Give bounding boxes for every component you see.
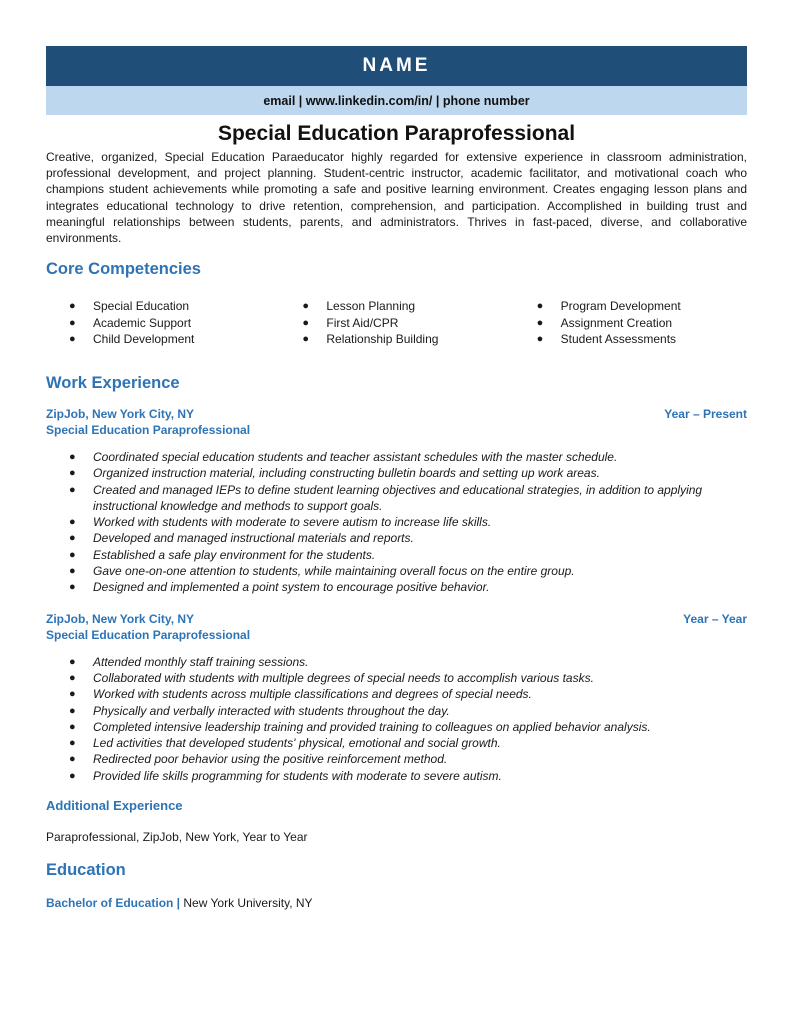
job-duties [46, 449, 747, 596]
job-company: ZipJob, New York City, NY [46, 407, 195, 421]
bullet-dot-icon: ● [69, 467, 76, 480]
job-header [46, 611, 747, 627]
job-role: Special Education Paraprofessional [46, 423, 251, 437]
additional-experience-text: Paraprofessional, ZipJob, New York, Year to Year [46, 830, 308, 845]
bullet-dot-icon: ● [69, 300, 76, 313]
resume-page [46, 46, 747, 910]
bullet-dot-icon: ● [69, 704, 76, 717]
education-entry [46, 896, 747, 910]
competency-column [279, 298, 513, 348]
bullet-dot-icon: ● [69, 516, 76, 529]
duty-item: ● Created and managed IEPs to define student learning objectives and educational strategies, in addition to applying instructional knowledge and methods to support goals. [69, 482, 703, 513]
education-degree: Bachelor of Education | [46, 896, 181, 911]
duty-item: ● Coordinated special education students and teacher assistant schedules with the master schedule. [69, 450, 618, 464]
duty-item: ● Gave one-on-one attention to students, while maintaining overall focus on the entire group. [69, 564, 575, 579]
additional-experience-heading: Additional Experience [46, 798, 183, 814]
bullet-dot-icon: ● [69, 316, 76, 329]
duty-item: ● Led activities that developed students' physical, emotional and social growth. [69, 736, 501, 751]
education-heading: Education [46, 861, 126, 880]
competency-column [46, 298, 279, 348]
competency-item: ● Academic Support [69, 315, 192, 330]
professional-summary: Creative, organized, Special Education Paraeducator highly regarded for extensive experience in classroom administration, professional development, and project planning. Student-centric instructor, academic facilitator, and motivational coach who champions student achievements while promoting a safe and positive learning environment. Creates engaging lesson plans and integrates educational technology to drive retention, comprehension, and participation. Accomplished in building trust and meaningful relationships between students, parents, and administrators. Thrives in fast-paced, diverse, and collaborative environments. [46, 150, 747, 246]
competency-item: ● Child Development [69, 332, 195, 347]
duty-item: ● Worked with students with moderate to severe autism to increase life skills. [69, 515, 492, 530]
job-company: ZipJob, New York City, NY [46, 611, 195, 626]
work-experience-heading: Work Experience [46, 374, 180, 392]
contact-banner [46, 86, 747, 115]
bullet-dot-icon: ● [302, 316, 310, 329]
job-dates: Year – Present [664, 407, 747, 421]
bullet-dot-icon: ● [69, 688, 76, 701]
competency-item: ● Program Development [536, 299, 681, 314]
duty-item: ● Designed and implemented a point system to encourage positive behavior. [69, 580, 490, 595]
competency-column [514, 298, 747, 348]
bullet-dot-icon: ● [69, 565, 76, 578]
bullet-dot-icon: ● [69, 581, 76, 594]
bullet-dot-icon: ● [69, 483, 76, 496]
duty-item: ● Collaborated with students with multiple degrees of special needs to accomplish various tasks. [69, 670, 594, 685]
resume-title: Special Education Paraprofessional [217, 122, 576, 145]
duty-item: ● Worked with students across multiple classifications and degrees of special needs. [69, 687, 532, 702]
job-entry [46, 406, 747, 596]
education-school: New York University, NY [183, 896, 313, 911]
bullet-dot-icon: ● [69, 753, 76, 766]
bullet-dot-icon: ● [302, 333, 310, 346]
duty-item: ● Physically and verbally interacted with students throughout the day. [69, 703, 450, 718]
competency-item: ● Relationship Building [302, 332, 439, 347]
bullet-dot-icon: ● [69, 451, 76, 463]
duty-item: ● Developed and managed instructional materials and reports. [69, 531, 414, 546]
contact-line: email | www.linkedin.com/in/ | phone number [263, 93, 530, 108]
competency-item: ● Student Assessments [536, 332, 677, 347]
competencies-list [46, 298, 747, 348]
bullet-dot-icon: ● [536, 300, 544, 313]
job-duties [46, 654, 747, 784]
job-dates: Year – Year [683, 611, 747, 626]
duty-item: ● Organized instruction material, including constructing bulletin boards and setting up work areas. [69, 466, 600, 481]
bullet-dot-icon: ● [69, 655, 76, 668]
duty-item: ● Established a safe play environment for the students. [69, 547, 376, 562]
duty-item: ● Redirected poor behavior using the positive reinforcement method. [69, 752, 448, 767]
bullet-dot-icon: ● [69, 548, 76, 561]
competency-item: ● First Aid/CPR [302, 315, 399, 330]
competency-item: ● Special Education [69, 299, 190, 314]
duty-item: ● Completed intensive leadership training and provided training to colleagues on applied behavior analysis. [69, 719, 651, 734]
competency-item: ● Assignment Creation [536, 315, 673, 330]
candidate-name: NAME [362, 55, 431, 76]
bullet-dot-icon: ● [69, 769, 76, 782]
bullet-dot-icon: ● [69, 671, 76, 684]
job-role: Special Education Paraprofessional [46, 627, 251, 642]
core-competencies-heading: Core Competencies [46, 260, 201, 279]
duty-item: ● Provided life skills programming for students with moderate to severe autism. [69, 768, 502, 783]
name-banner [46, 46, 747, 86]
job-entry [46, 611, 747, 784]
bullet-dot-icon: ● [69, 333, 76, 346]
duty-item: ● Attended monthly staff training sessions. [69, 654, 309, 669]
bullet-dot-icon: ● [69, 720, 76, 733]
bullet-dot-icon: ● [536, 316, 544, 329]
bullet-dot-icon: ● [69, 532, 76, 545]
bullet-dot-icon: ● [69, 737, 76, 750]
bullet-dot-icon: ● [536, 333, 544, 346]
bullet-dot-icon: ● [302, 300, 310, 313]
job-header [46, 406, 747, 422]
competency-item: ● Lesson Planning [302, 299, 416, 314]
